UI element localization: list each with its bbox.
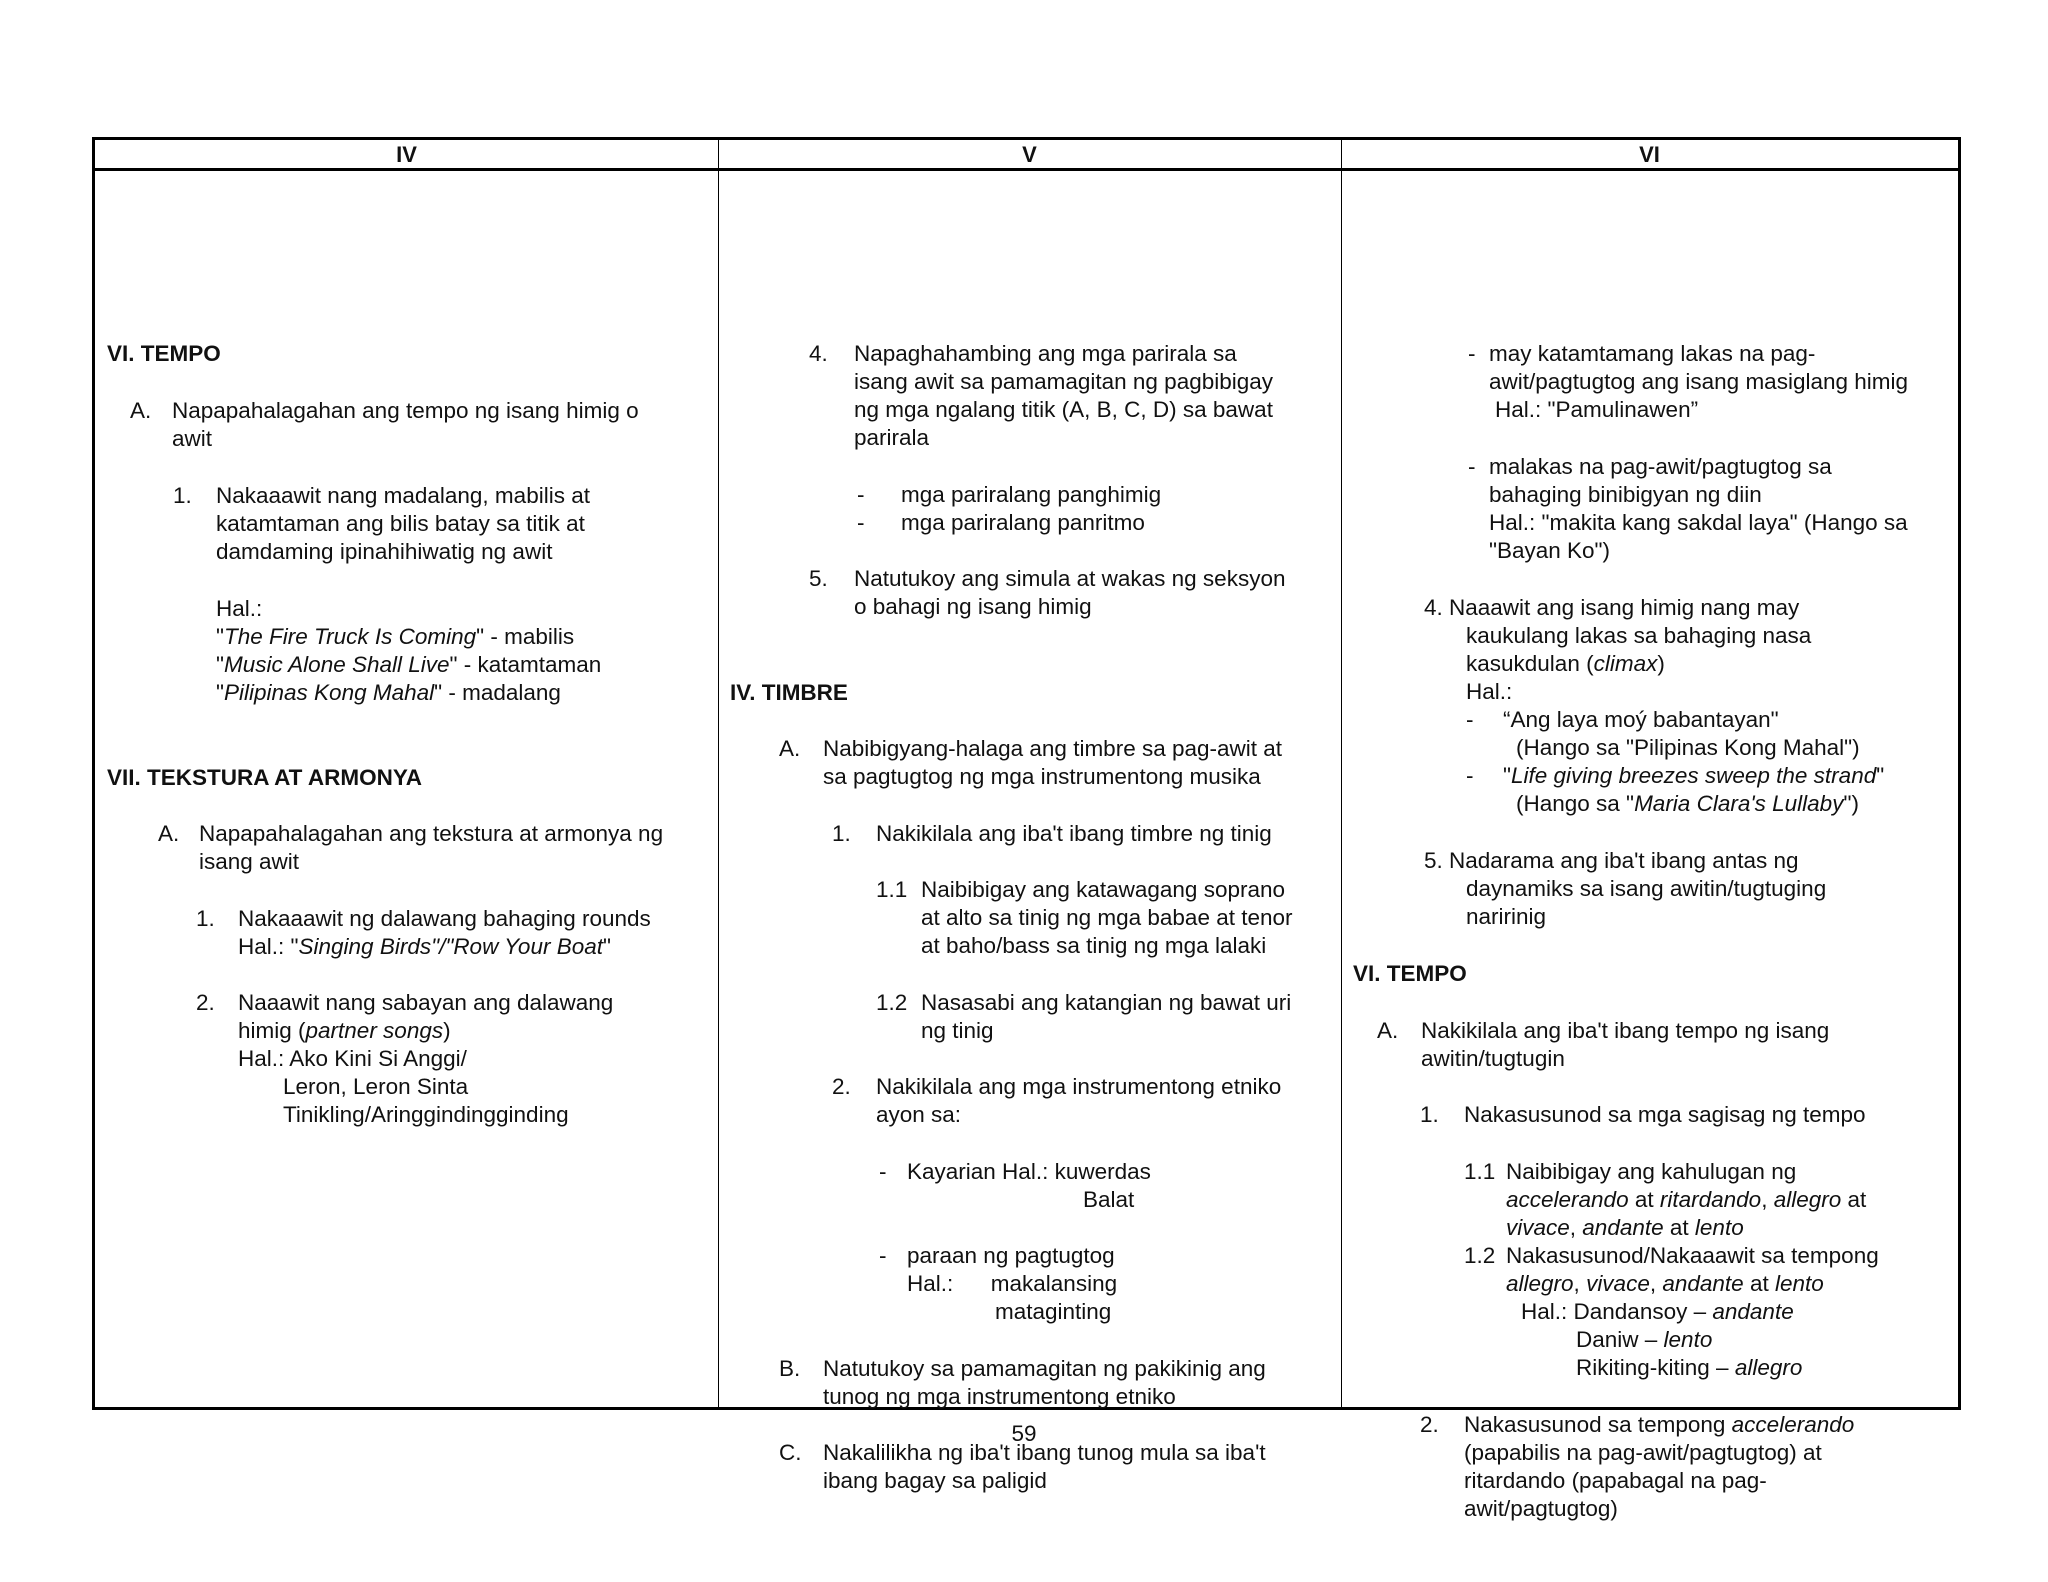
example-line: "Music Alone Shall Live" - katamtaman xyxy=(216,652,602,677)
list-marker: - xyxy=(1466,707,1474,732)
list-marker: A. xyxy=(130,398,152,423)
text-line: mga pariralang panghimig xyxy=(901,482,1162,507)
text-line: naririnig xyxy=(1466,904,1547,929)
list-marker: 2. xyxy=(1420,1412,1439,1437)
column-header-v: V xyxy=(718,140,1341,171)
text-line: Naibibigay ang katawagang soprano xyxy=(921,877,1286,902)
text-line: parirala xyxy=(854,425,930,450)
text-line: katamtaman ang bilis batay sa titik at xyxy=(216,511,585,536)
section-heading: VI. TEMPO xyxy=(107,341,221,366)
text-line: Nasasabi ang katangian ng bawat uri xyxy=(921,990,1292,1015)
text-line: "Bayan Ko") xyxy=(1489,538,1611,563)
list-marker: 4. xyxy=(809,341,828,366)
list-marker: - xyxy=(857,482,865,507)
text-line: Balat xyxy=(1083,1187,1135,1212)
text-line: ritardando (papabagal na pag- xyxy=(1464,1468,1767,1493)
text-line: Nakikilala ang iba't ibang tempo ng isang xyxy=(1421,1018,1830,1043)
text-line: ng tinig xyxy=(921,1018,994,1043)
text-line: allegro, vivace, andante at lento xyxy=(1506,1271,1824,1296)
list-marker: - xyxy=(857,510,865,535)
section-heading: VII. TEKSTURA AT ARMONYA xyxy=(107,765,423,790)
text-line: Nakaaawit nang madalang, mabilis at xyxy=(216,483,590,508)
text-line: mga pariralang panritmo xyxy=(901,510,1145,535)
text-line: kaukulang lakas sa bahaging nasa xyxy=(1466,623,1812,648)
text-line: Hal.: makalansing xyxy=(907,1271,1118,1296)
list-marker: 1. xyxy=(196,906,215,931)
text-line: Nakikilala ang mga instrumentong etniko xyxy=(876,1074,1282,1099)
text-line: Napaghahambing ang mga parirala sa xyxy=(854,341,1237,366)
list-marker: 1.2 xyxy=(1464,1243,1496,1268)
text-line: Kayarian Hal.: kuwerdas xyxy=(907,1159,1151,1184)
text-line: awit xyxy=(172,426,213,451)
text-line: isang awit xyxy=(199,849,300,874)
text-line: Napapahalagahan ang tempo ng isang himig o xyxy=(172,398,639,423)
example-line: Hal.: "Singing Birds"/"Row Your Boat" xyxy=(238,934,611,959)
list-marker: B. xyxy=(779,1356,801,1381)
list-marker: 2. xyxy=(832,1074,851,1099)
text-line: (Hango sa "Pilipinas Kong Mahal") xyxy=(1516,735,1860,760)
text-line: paraan ng pagtugtog xyxy=(907,1243,1115,1268)
example-line: Hal.: Dandansoy – andante xyxy=(1521,1299,1794,1324)
list-marker: 5. xyxy=(809,566,828,591)
text-line: Hal.: "makita kang sakdal laya" (Hango sa xyxy=(1489,510,1908,535)
example-line: Rikiting-kiting – allegro xyxy=(1576,1355,1803,1380)
text-line: Nakasusunod sa tempong accelerando xyxy=(1464,1412,1855,1437)
text-line: accelerando at ritardando, allegro at xyxy=(1506,1187,1867,1212)
text-line: Hal.: xyxy=(216,596,263,621)
text-line: Nakaaawit ng dalawang bahaging rounds xyxy=(238,906,651,931)
list-marker: A. xyxy=(158,821,180,846)
list-marker: 1.1 xyxy=(1464,1159,1496,1184)
text-line: kasukdulan (climax) xyxy=(1466,651,1665,676)
text-line: Nakalilikha ng iba't ibang tunog mula sa iba't xyxy=(823,1440,1266,1465)
column-header-iv: IV xyxy=(95,140,718,171)
text-line: ayon sa: xyxy=(876,1102,962,1127)
list-marker: 1. xyxy=(173,483,192,508)
text-line: 5. Nadarama ang iba't ibang antas ng xyxy=(1424,848,1799,873)
text-line: Nakasusunod/Nakaaawit sa tempong xyxy=(1506,1243,1879,1268)
list-marker: - xyxy=(879,1159,887,1184)
text-line: Nakasusunod sa mga sagisag ng tempo xyxy=(1464,1102,1866,1127)
list-marker: 1. xyxy=(832,821,851,846)
text-line: at alto sa tinig ng mga babae at tenor xyxy=(921,905,1293,930)
example-line: "Pilipinas Kong Mahal" - madalang xyxy=(216,680,561,705)
list-marker: - xyxy=(1468,454,1476,479)
text-line: Natutukoy ang simula at wakas ng seksyon xyxy=(854,566,1286,591)
text-line: awit/pagtugtog) xyxy=(1464,1496,1618,1521)
list-marker: 2. xyxy=(196,990,215,1015)
section-heading: VI. TEMPO xyxy=(1353,961,1467,986)
text-line: isang awit sa pamamagitan ng pagbibigay xyxy=(854,369,1274,394)
text-line: mataginting xyxy=(995,1299,1112,1324)
text-line: at baho/bass sa tinig ng mga lalaki xyxy=(921,933,1267,958)
list-marker: 1.1 xyxy=(876,877,908,902)
text-line: malakas na pag-awit/pagtugtog sa xyxy=(1489,454,1832,479)
example-line: Daniw – lento xyxy=(1576,1327,1713,1352)
text-line: bahaging binibigyan ng diin xyxy=(1489,482,1762,507)
text-line: awitin/tugtugin xyxy=(1421,1046,1565,1071)
list-marker: C. xyxy=(779,1440,802,1465)
page-number: 59 xyxy=(1011,1421,1037,1446)
list-marker: 1. xyxy=(1420,1102,1439,1127)
text-line: Leron, Leron Sinta xyxy=(283,1074,469,1099)
text-line: himig (partner songs) xyxy=(238,1018,451,1043)
text-line: Nabibigyang-halaga ang timbre sa pag-awit at xyxy=(823,736,1283,761)
text-line: Naaawit nang sabayan ang dalawang xyxy=(238,990,614,1015)
text-line: damdaming ipinahihiwatig ng awit xyxy=(216,539,553,564)
text-line: ng mga ngalang titik (A, B, C, D) sa bawat xyxy=(854,397,1273,422)
text-line: Tinikling/Aringgindingginding xyxy=(283,1102,569,1127)
text-line: Natutukoy sa pamamagitan ng pakikinig ang xyxy=(823,1356,1266,1381)
list-marker: 1.2 xyxy=(876,990,908,1015)
list-marker: - xyxy=(1468,341,1476,366)
text-line: Hal.: xyxy=(1466,679,1513,704)
list-marker: A. xyxy=(1377,1018,1399,1043)
text-line: may katamtamang lakas na pag- xyxy=(1489,341,1816,366)
list-marker: - xyxy=(1466,763,1474,788)
text-line: Hal.: Ako Kini Si Anggi/ xyxy=(238,1046,467,1071)
text-line: (Hango sa "Maria Clara's Lullaby") xyxy=(1516,791,1859,816)
column-header-vi: VI xyxy=(1341,140,1958,171)
text-line: daynamiks sa isang awitin/tugtuging xyxy=(1466,876,1827,901)
text-line: Hal.: "Pamulinawen” xyxy=(1495,397,1699,422)
section-heading: IV. TIMBRE xyxy=(730,680,848,705)
text-line: “Ang laya moý babantayan" xyxy=(1503,707,1779,732)
text-line: ibang bagay sa paligid xyxy=(823,1468,1047,1493)
text-line: Napapahalagahan ang tekstura at armonya ng xyxy=(199,821,664,846)
text-line: Naibibigay ang kahulugan ng xyxy=(1506,1159,1797,1184)
text-line: (papabilis na pag-awit/pagtugtog) at xyxy=(1464,1440,1822,1465)
text-line: vivace, andante at lento xyxy=(1506,1215,1744,1240)
text-line: 4. Naaawit ang isang himig nang may xyxy=(1424,595,1800,620)
text-line: Nakikilala ang iba't ibang timbre ng tinig xyxy=(876,821,1272,846)
text-line: sa pagtugtog ng mga instrumentong musika xyxy=(823,764,1261,789)
text-line: awit/pagtugtog ang isang masiglang himig xyxy=(1489,369,1909,394)
example-line: "The Fire Truck Is Coming" - mabilis xyxy=(216,624,575,649)
text-line: "Life giving breezes sweep the strand" xyxy=(1503,763,1885,788)
column-vi-cell xyxy=(1341,171,1958,1521)
text-line: tunog ng mga instrumentong etniko xyxy=(823,1384,1176,1409)
list-marker: - xyxy=(879,1243,887,1268)
column-iv-cell xyxy=(95,171,718,1407)
text-line: o bahagi ng isang himig xyxy=(854,594,1092,619)
list-marker: A. xyxy=(779,736,801,761)
